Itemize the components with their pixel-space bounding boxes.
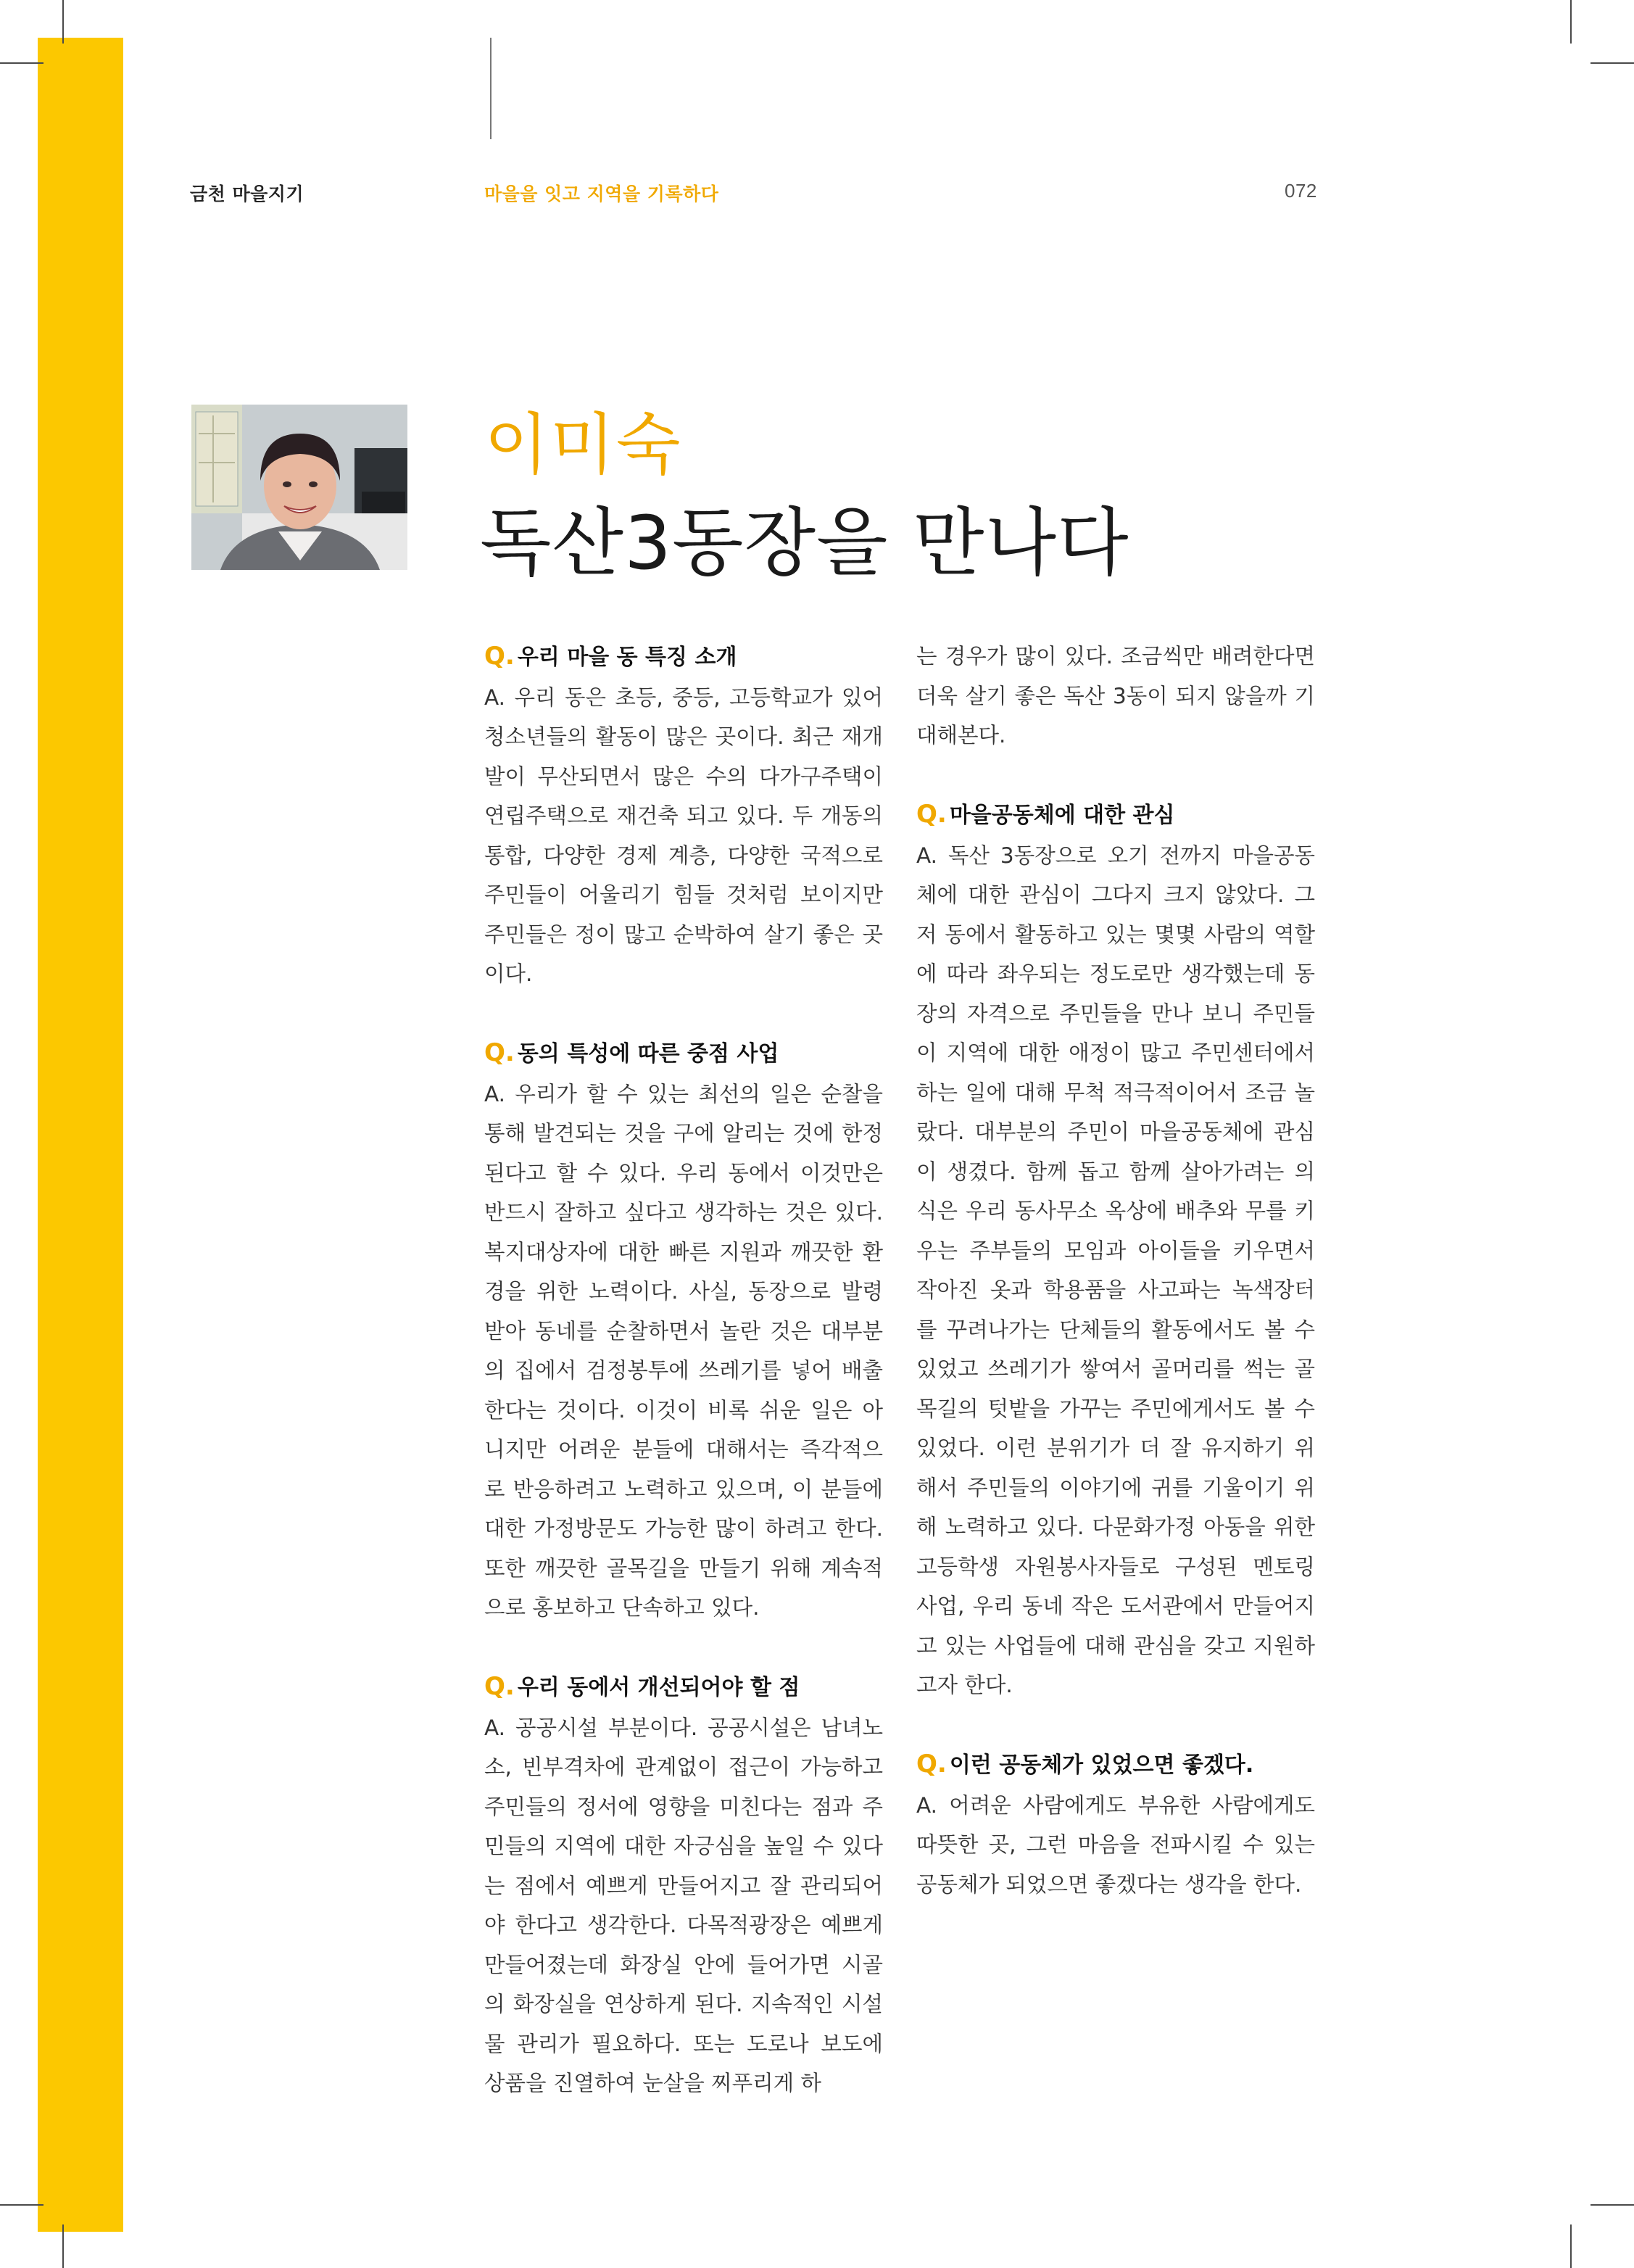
section-title: 금천 마을지기 xyxy=(190,183,304,204)
question-heading: Q. 우리 동에서 개선되어야 할 점 xyxy=(484,1672,800,1701)
tagline: 마을을 잇고 지역을 기록하다 xyxy=(484,183,719,204)
answer-text: A. 공공시설 부분이다. 공공시설은 남녀노소, 빈부격차에 관계없이 접근이 가능하고 주민들의 정서에 영향을 미친다는 점과 주민들의 지역에 대한 자긍심을 높일 수 있다는 점에서 예쁘게 만들어지고 잘 관리되어야 한다고 생각한다. 다목적광장은 예쁘게 만들어졌는데 화장실 안에 들어가면 시골의 화장실을 연상하게 된다. 지속적인 시설물 관리가 필요하다. 또는 도로나 보도에 상품을 진열하여 눈살을 찌푸리게 하 xyxy=(484,1715,883,2095)
q-marker: Q. xyxy=(916,800,947,829)
crop-mark xyxy=(62,0,64,44)
interviewee-name: 이미숙 xyxy=(484,406,682,484)
q-marker: Q. xyxy=(484,1038,515,1067)
crop-mark xyxy=(0,62,43,64)
portrait-photo xyxy=(191,405,407,570)
accent-bar xyxy=(38,38,123,2232)
q-marker: Q. xyxy=(916,1750,947,1779)
crop-mark xyxy=(62,2224,64,2268)
answer-text: A. 우리 동은 초등, 중등, 고등학교가 있어 청소년들의 활동이 많은 곳이다. 최근 재개발이 무산되면서 많은 수의 다가구주택이 연립주택으로 재건축 되고 있다. 두 개동의 통합, 다양한 경제 계층, 다양한 국적으로 주민들이 어울리기 힘들 것처럼 보이지만 주민들은 정이 많고 순박하여 살기 좋은 곳이다. xyxy=(484,684,883,986)
article-title: 독산3동장을 만나다 xyxy=(480,500,1129,587)
text-column-right xyxy=(916,637,1315,1904)
answer-text-continued: 는 경우가 많이 있다. 조금씩만 배려한다면 더욱 살기 좋은 독산 3동이 되지 않을까 기대해본다. xyxy=(916,644,1315,748)
answer-text: A. 어려운 사람에게도 부유한 사람에게도 따뜻한 곳, 그런 마음을 전파시킬 수 있는 공동체가 되었으면 좋겠다는 생각을 한다. xyxy=(916,1792,1315,1897)
crop-mark xyxy=(1591,2204,1634,2206)
question-heading: Q. 동의 특성에 따른 중점 사업 xyxy=(484,1038,779,1067)
question-heading: Q. 마을공동체에 대한 관심 xyxy=(916,800,1175,829)
fold-line xyxy=(490,38,492,139)
question-heading: Q. 우리 마을 동 특징 소개 xyxy=(484,642,737,671)
crop-mark xyxy=(1570,2224,1572,2268)
answer-text: A. 독산 3동장으로 오기 전까지 마을공동체에 대한 관심이 그다지 크지 않았다. 그저 동에서 활동하고 있는 몇몇 사람의 역할에 따라 좌우되는 정도로만 생각했는데 동장의 자격으로 주민들을 만나 보니 주민들이 지역에 대한 애정이 많고 주민센터에서 하는 일에 대해 무척 적극적이어서 조금 놀랐다. 대부분의 주민이 마을공동체에 관심이 생겼다. 함께 돕고 함께 살아가려는 의식은 우리 동사무소 옥상에 배추와 무를 키우는 주부들의 모임과 아이들을 키우면서 작아진 옷과 학용품을 사고파는 녹색장터를 꾸려나가는 단체들의 활동에서도 볼 수 있었고 쓰레기가 쌓여서 골머리를 썩는 골목길의 텃밭을 가꾸는 주민에게서도 볼 수 있었다. 이런 분위기가 더 잘 유지하기 위해서 주민들의 이야기에 귀를 기울이기 위해 노력하고 있다. 다문화가정 아동을 위한 고등학생 자원봉사자들로 구성된 멘토링 사업, 우리 동네 작은 도서관에서 만들어지고 있는 사업들에 대해 관심을 갖고 지원하고자 한다. xyxy=(916,843,1315,1697)
answer-text: A. 우리가 할 수 있는 최선의 일은 순찰을 통해 발견되는 것을 구에 알리는 것에 한정된다고 할 수 있다. 우리 동에서 이것만은 반드시 잘하고 싶다고 생각하는 것은 있다. 복지대상자에 대한 빠른 지원과 깨끗한 환경을 위한 노력이다. 사실, 동장으로 발령받아 동네를 순찰하면서 놀란 것은 대부분의 집에서 검정봉투에 쓰레기를 넣어 배출한다는 것이다. 이것이 비록 쉬운 일은 아니지만 어려운 분들에 대해서는 즉각적으로 반응하려고 노력하고 있으며, 이 분들에 대한 가정방문도 가능한 많이 하려고 한다. 또한 깨끗한 골목길을 만들기 위해 계속적으로 홍보하고 단속하고 있다. xyxy=(484,1081,883,1620)
page-number: 072 xyxy=(1285,180,1317,202)
question-heading: Q. 이런 공동체가 있었으면 좋겠다. xyxy=(916,1750,1254,1779)
crop-mark xyxy=(1591,62,1634,64)
crop-mark xyxy=(0,2204,43,2206)
portrait-photo-illustration xyxy=(191,405,407,570)
text-column-left xyxy=(484,637,883,2103)
q-marker: Q. xyxy=(484,1672,515,1701)
crop-mark xyxy=(1570,0,1572,44)
q-marker: Q. xyxy=(484,642,515,671)
